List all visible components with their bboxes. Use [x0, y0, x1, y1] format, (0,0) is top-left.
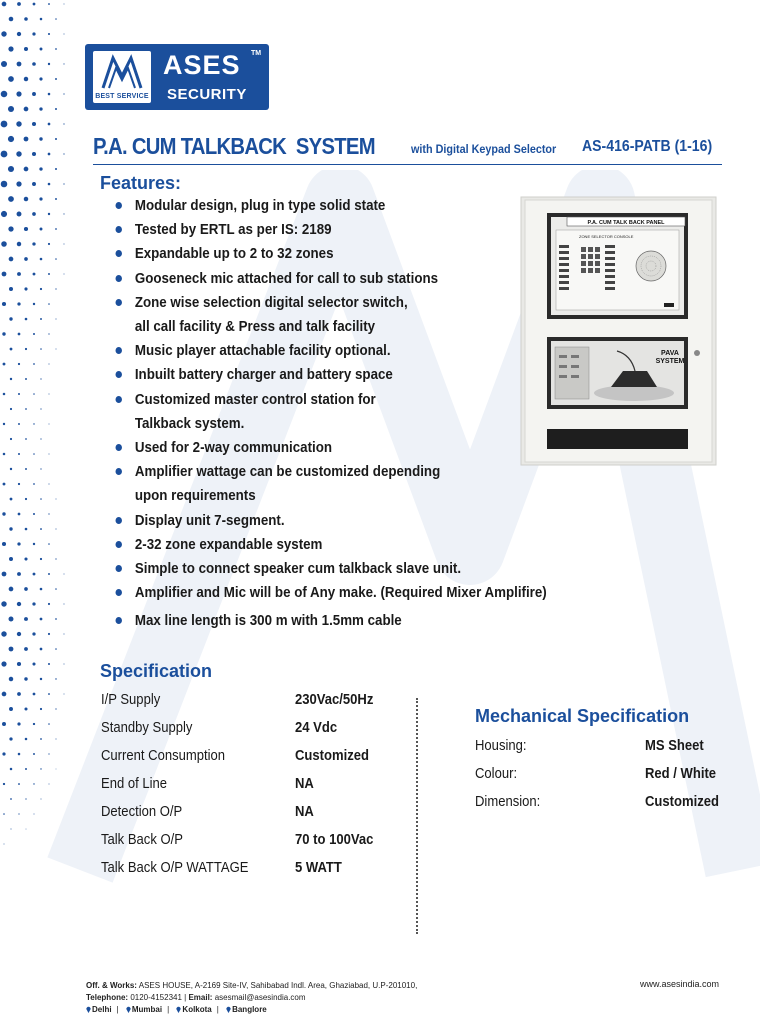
halftone-dot: [17, 62, 22, 67]
spec-label: I/P Supply: [101, 692, 161, 708]
mech-label: Dimension:: [475, 794, 541, 810]
halftone-dot: [10, 468, 12, 470]
halftone-dot: [10, 408, 12, 410]
halftone-dot: [1, 31, 6, 36]
spec-label: Talk Back O/P WATTAGE: [101, 860, 249, 876]
halftone-dot: [10, 768, 13, 771]
spec-value: 24 Vdc: [295, 720, 338, 736]
model-number: AS-416-PATB (1-16): [582, 138, 713, 155]
halftone-dot: [1, 211, 7, 217]
halftone-dot: [33, 3, 36, 6]
console-label-text: ZONE SELECTOR CONSOLE: [579, 234, 634, 239]
halftone-dot: [3, 423, 5, 425]
mech-row: [475, 734, 735, 762]
halftone-dot: [8, 226, 13, 231]
halftone-dot: [25, 738, 28, 741]
halftone-dot: [2, 542, 6, 546]
halftone-dot: [25, 468, 27, 470]
halftone-dot: [24, 17, 28, 21]
halftone-dot: [9, 17, 14, 22]
mech-label: Housing:: [475, 738, 527, 754]
mech-value: Customized: [645, 794, 719, 810]
halftone-dot: [24, 287, 27, 290]
halftone-dot: [32, 62, 36, 66]
address-label: Off. & Works:: [86, 981, 137, 990]
spec-row: [101, 856, 421, 884]
footer-contact: [86, 980, 417, 1016]
halftone-dot: [9, 317, 12, 320]
feature-item: Display unit 7-segment.: [110, 509, 561, 533]
feature-item: 2-32 zone expandable system: [110, 533, 561, 557]
email-address: asesmail@asesindia.com: [214, 993, 306, 1002]
feature-item: Expandable up to 2 to 32 zones: [110, 242, 561, 266]
halftone-dot: [17, 272, 21, 276]
feature-item: Modular design, plug in type solid state: [110, 194, 561, 218]
halftone-dot: [33, 363, 35, 365]
halftone-dot: [63, 33, 64, 34]
feature-item: Tested by ERTL as per IS: 2189: [110, 218, 561, 242]
halftone-dot: [39, 137, 42, 140]
halftone-dot: [33, 753, 35, 755]
halftone-dot: [33, 573, 36, 576]
halftone-dot: [10, 498, 13, 501]
halftone-dot: [18, 363, 20, 365]
halftone-dot: [10, 348, 13, 351]
halftone-dot: [4, 844, 5, 845]
halftone-dot: [33, 423, 34, 424]
email-label: Email:: [188, 993, 213, 1002]
halftone-dot: [9, 257, 14, 262]
halftone-dot: [24, 587, 28, 591]
halftone-dot: [16, 121, 21, 126]
halftone-dot: [1, 61, 7, 67]
pava-line1-text: PAVA: [661, 350, 679, 357]
halftone-dot: [9, 647, 14, 652]
spec-label: Standby Supply: [101, 720, 193, 736]
panel-title-text: P.A. CUM TALK BACK PANEL: [587, 220, 665, 226]
halftone-dot: [32, 152, 36, 156]
halftone-dot: [17, 302, 20, 305]
feature-item: Simple to connect speaker cum talkback slave unit.: [110, 557, 561, 581]
halftone-dot: [16, 151, 21, 156]
halftone-dot: [9, 707, 13, 711]
halftone-dot: [18, 813, 19, 814]
halftone-dot: [17, 722, 20, 725]
halftone-dot: [33, 513, 35, 515]
logo-trademark: TM: [251, 50, 262, 57]
halftone-dot: [32, 602, 35, 605]
logo-tagline: BEST SERVICE: [95, 93, 149, 100]
halftone-dot: [34, 814, 35, 815]
halftone-dot: [10, 828, 11, 829]
halftone-dot: [25, 408, 27, 410]
feature-item: Gooseneck mic attached for call to sub stations: [110, 267, 561, 291]
halftone-dot: [18, 423, 20, 425]
halftone-dot: [24, 197, 29, 202]
halftone-dot: [24, 617, 28, 621]
halftone-dot: [39, 77, 42, 80]
spec-value: Customized: [295, 748, 369, 764]
halftone-dot: [9, 617, 14, 622]
halftone-dot: [24, 227, 28, 231]
halftone-dot: [25, 768, 27, 770]
halftone-dot: [25, 348, 27, 350]
halftone-dot: [2, 302, 6, 306]
location-pin-icon: [226, 1006, 231, 1013]
halftone-dot: [10, 438, 12, 440]
halftone-dot: [17, 32, 21, 36]
halftone-dot: [1, 181, 8, 188]
website-link[interactable]: www.asesindia.com: [640, 979, 720, 989]
halftone-dot: [55, 18, 57, 20]
specification-table: [101, 688, 421, 884]
halftone-dot: [63, 123, 64, 124]
page-title: P.A. CUM TALKBACK SYSTEM: [93, 133, 375, 159]
location-pin-icon: [176, 1006, 181, 1013]
halftone-dot: [9, 587, 14, 592]
feature-item: Amplifier and Mic will be of Any make. (Required Mixer Amplifire): [110, 581, 561, 605]
halftone-dot: [3, 363, 6, 366]
spec-row: [101, 772, 421, 800]
halftone-dot: [33, 783, 34, 784]
page-subtitle: with Digital Keypad Selector: [411, 142, 557, 156]
feature-item: Zone wise selection digital selector switch,: [110, 291, 561, 315]
halftone-dot: [55, 78, 57, 80]
halftone-dot: [33, 723, 35, 725]
halftone-dot: [8, 196, 14, 202]
page-title-row: [93, 133, 723, 163]
halftone-dot: [32, 632, 35, 635]
halftone-dot: [26, 829, 27, 830]
halftone-dot: [8, 136, 14, 142]
halftone-dot: [1, 121, 8, 128]
spec-label: Current Consumption: [101, 748, 226, 764]
halftone-dot: [32, 182, 36, 186]
halftone-dot: [39, 107, 42, 110]
halftone-dot: [2, 272, 7, 277]
halftone-dot: [18, 333, 21, 336]
halftone-dot: [40, 48, 43, 51]
halftone-dot: [18, 483, 20, 485]
halftone-dot: [32, 92, 36, 96]
telephone-label: Telephone:: [86, 993, 129, 1002]
feature-item: Customized master control station for: [110, 388, 561, 412]
footer-address-line: [86, 980, 417, 992]
mechanical-specification-heading: Mechanical Specification: [475, 706, 690, 726]
halftone-dot: [16, 181, 21, 186]
spec-label: Detection O/P: [101, 804, 183, 820]
halftone-dot: [33, 693, 36, 696]
location-pin-icon: [126, 1006, 131, 1013]
feature-item-continued: Talkback system.: [134, 415, 245, 432]
footer-contact-line: Telephone: 0120-4152341 | Email: asesmail@asesindia.com: [86, 993, 306, 1002]
halftone-dot: [63, 93, 64, 94]
halftone-dot: [9, 527, 12, 530]
halftone-dot: [18, 453, 20, 455]
halftone-dot: [17, 602, 21, 606]
halftone-dot: [3, 393, 6, 396]
halftone-dot: [2, 692, 7, 697]
halftone-dot: [33, 543, 35, 545]
halftone-dot: [64, 4, 65, 5]
halftone-dot: [48, 33, 50, 35]
halftone-dot: [2, 512, 5, 515]
halftone-dot: [40, 18, 43, 21]
halftone-dot: [3, 483, 6, 486]
halftone-dot: [17, 542, 20, 545]
mech-row: [475, 790, 735, 818]
halftone-dot: [25, 528, 28, 531]
spec-value: NA: [295, 804, 314, 820]
spec-row: [101, 744, 421, 772]
halftone-dot: [17, 692, 21, 696]
halftone-dot: [17, 2, 21, 6]
halftone-dot: [9, 287, 13, 291]
spec-row: [101, 828, 421, 856]
halftone-dot: [3, 813, 5, 815]
halftone-dot: [3, 783, 5, 785]
halftone-dot: [2, 332, 5, 335]
halftone-dot: [8, 46, 13, 51]
halftone-dot: [8, 76, 14, 82]
spec-row: [101, 716, 421, 744]
halftone-dot: [25, 798, 26, 799]
halftone-dot: [24, 707, 27, 710]
halftone-dot: [1, 241, 7, 247]
halftone-dot: [55, 48, 57, 50]
halftone-dot: [9, 677, 13, 681]
halftone-dot: [2, 752, 5, 755]
halftone-dot: [25, 318, 28, 321]
halftone-dot: [8, 166, 14, 172]
halftone-dot: [33, 273, 36, 276]
halftone-dot: [17, 212, 22, 217]
halftone-dot: [24, 107, 29, 112]
spec-row: [101, 800, 421, 828]
logo-subtitle: SECURITY: [167, 86, 247, 103]
halftone-dot: [33, 393, 35, 395]
halftone-dot: [1, 91, 8, 98]
city-banglore: Banglore: [232, 1005, 267, 1014]
feature-item-continued: all call facility & Press and talk facility: [134, 319, 376, 336]
halftone-dot: [16, 91, 21, 96]
halftone-dot: [10, 798, 12, 800]
halftone-dot: [48, 93, 51, 96]
halftone-dot: [1, 631, 6, 636]
halftone-dot: [33, 453, 35, 455]
spec-value: 5 WATT: [295, 860, 342, 876]
halftone-dot: [1, 151, 8, 158]
halftone-dot: [2, 2, 7, 7]
halftone-dot: [2, 572, 7, 577]
halftone-dot: [17, 632, 21, 636]
halftone-dot: [32, 242, 35, 245]
halftone-dot: [3, 453, 6, 456]
mechanical-specification-table: [475, 734, 735, 818]
city-delhi: Delhi: [92, 1005, 112, 1014]
halftone-dot: [48, 3, 50, 5]
mech-row: [475, 762, 735, 790]
specification-heading: Specification: [100, 661, 213, 681]
halftone-dot: [18, 513, 21, 516]
mech-value: MS Sheet: [645, 738, 704, 754]
spec-value: 70 to 100Vac: [295, 832, 374, 848]
halftone-dot: [18, 783, 20, 785]
halftone-dot: [32, 32, 35, 35]
halftone-dot: [24, 167, 29, 172]
feature-item: Amplifier wattage can be customized depending: [110, 460, 561, 484]
telephone-number: 0120-4152341: [130, 993, 182, 1002]
halftone-dot: [63, 63, 64, 64]
halftone-dot: [48, 153, 51, 156]
halftone-dot: [24, 137, 29, 142]
halftone-dot: [18, 393, 20, 395]
spec-label: Talk Back O/P: [101, 832, 183, 848]
halftone-dot: [24, 557, 27, 560]
halftone-dot: [33, 333, 35, 335]
location-pin-icon: [86, 1006, 91, 1013]
feature-item: Max line length is 300 m with 1.5mm cable: [110, 609, 561, 633]
product-panel-image: [519, 195, 718, 467]
halftone-dot: [32, 122, 36, 126]
halftone-dot: [55, 138, 57, 140]
mech-label: Colour:: [475, 766, 518, 782]
halftone-dot: [24, 647, 28, 651]
logo-emblem: [93, 51, 151, 103]
mech-value: Red / White: [645, 766, 717, 782]
halftone-dot: [48, 63, 50, 65]
halftone-dot: [1, 601, 6, 606]
pava-line2-text: SYSTEM: [655, 358, 685, 365]
dotted-column-divider: [416, 698, 418, 934]
halftone-dot: [2, 722, 6, 726]
city-kolkota: Kolkota: [182, 1005, 212, 1014]
features-heading: Features:: [100, 173, 182, 193]
halftone-dot: [25, 438, 27, 440]
halftone-dot: [24, 257, 28, 261]
spec-value: NA: [295, 776, 314, 792]
halftone-dot: [17, 662, 21, 666]
feature-item: Used for 2-way communication: [110, 436, 561, 460]
feature-item-continued: upon requirements: [134, 488, 256, 505]
halftone-dot: [32, 662, 35, 665]
logo-name: ASES: [163, 50, 241, 80]
spec-value: 230Vac/50Hz: [295, 692, 374, 708]
halftone-dot: [8, 106, 14, 112]
spec-label: End of Line: [101, 776, 168, 792]
halftone-dot: [33, 483, 35, 485]
address-text: ASES HOUSE, A-2169 Site-IV, Sahibabad Indl. Area, Ghaziabad, U.P-201010,: [138, 981, 418, 990]
halftone-dot: [25, 378, 27, 380]
halftone-dot: [17, 242, 21, 246]
spec-row: [101, 688, 421, 716]
halftone-dot: [24, 77, 28, 81]
halftone-dot: [55, 108, 57, 110]
halftone-dot: [24, 47, 28, 51]
halftone-dot: [1, 661, 6, 666]
feature-item: Inbuilt battery charger and battery space: [110, 363, 561, 387]
halftone-dot: [25, 498, 27, 500]
halftone-dot: [32, 212, 36, 216]
halftone-dot: [10, 378, 12, 380]
halftone-dot: [48, 123, 51, 126]
halftone-dot: [63, 153, 64, 154]
footer-cities: Delhi | Mumbai | Kolkota | Banglore: [86, 1004, 417, 1016]
title-divider: [93, 164, 722, 165]
ases-security-logo: [85, 44, 269, 110]
halftone-dot: [33, 303, 35, 305]
feature-item: Music player attachable facility optional.: [110, 339, 561, 363]
halftone-dot: [17, 572, 21, 576]
halftone-dot: [9, 737, 12, 740]
city-mumbai: Mumbai: [131, 1005, 163, 1014]
halftone-dot: [18, 753, 21, 756]
halftone-dot: [9, 557, 13, 561]
halftone-dot: [24, 677, 27, 680]
